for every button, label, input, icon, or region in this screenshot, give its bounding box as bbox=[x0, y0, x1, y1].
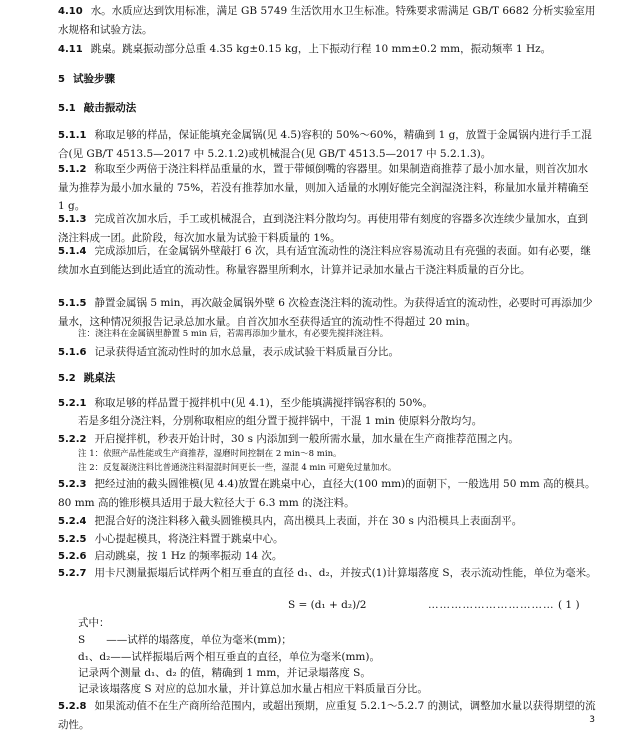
section-title: 试验步骤 bbox=[72, 73, 115, 85]
formula-row bbox=[58, 596, 598, 614]
clause-number: 5.1.4 bbox=[58, 246, 87, 257]
clause-4-10 bbox=[58, 2, 598, 39]
clause-number: 5.2.2 bbox=[58, 434, 87, 445]
clause-number: 5.2.3 bbox=[58, 479, 87, 490]
note-2-5-2-2: 注 2：反复凝浇注料比普通浇注料湿混时间更长一些，湿混 4 min 可避免过量加水。 bbox=[78, 463, 397, 473]
clause-text: 水。水质应达到饮用标准，满足 GB 5749 生活饮用水卫生标准。特殊要求需满足 GB/T 6682 分析实验室用水规格和试验方法。 bbox=[58, 5, 596, 36]
clause-5-2-8 bbox=[58, 697, 598, 734]
clause-text: 称取至少两倍于浇注料样品重量的水，置于带倾倒嘴的容器里。如果制造商推荐了最小加水量，则首次加水量为推荐为最小加水量的 75%，若没有推荐加水量，则加入适量的水刚好能完全润湿浇注料，称量加水量并精确至 1 g。 bbox=[58, 163, 589, 212]
clause-5-1-4 bbox=[58, 242, 598, 279]
clause-text: 完成首次加水后，手工或机械混合，直到浇注料分散均匀。再使用带有刻度的容器多次连续少量加水，直到浇注料成一团。此阶段，每次加水量为试验干料质量的 1%。 bbox=[58, 213, 588, 244]
clause-number: 5.2.5 bbox=[58, 534, 87, 545]
clause-text: 如果流动值不在生产商所给范围内，或超出预期，应重复 5.2.1～5.2.7 的测试，调整加水量以获得期望的流动性。 bbox=[58, 700, 596, 731]
clause-number: 5.1.1 bbox=[58, 130, 87, 141]
clause-text: 静置金属锅 5 min，再次敲金属锅外壁 6 次检查浇注料的流动性。为获得适宜的流动性，必要时可再添加少量水，这种情况须报告记录总加水量。自首次加水至获得适宜的流动性不得超过 20 min。 bbox=[58, 297, 593, 328]
formula-expression: S = (d₁ + d₂)/2 bbox=[288, 599, 367, 611]
clause-text: 开启搅拌机，秒表开始计时，30 s 内添加到一般所需水量，加水量在生产商推荐范围之内。 bbox=[94, 433, 519, 445]
clause-text: 称取足够的样品置于搅拌机中(见 4.1)，至少能填满搅拌锅容积的 50%。 bbox=[94, 397, 433, 409]
note-5-1-5: 注：浇注料在金属锅里静置 5 min 后，若需再添加少量水，有必要先搅拌浇注料。 bbox=[78, 329, 389, 339]
record-instruction-2: 记录该塌落度 S 对应的总加水量，并计算总加水量占相应干料质量百分比。 bbox=[78, 683, 428, 695]
clause-text: 记录获得适宜流动性时的加水总量，表示成试验干料质量百分比。 bbox=[94, 346, 399, 358]
clause-number: 5.2.6 bbox=[58, 551, 87, 562]
clause-text: 跳桌。跳桌振动部分总重 4.35 kg±0.15 kg，上下振动行程 10 mm±0.2 mm，振动频率 1 Hz。 bbox=[90, 43, 552, 55]
section-title: 跳桌法 bbox=[83, 372, 116, 384]
clause-number: 4.11 bbox=[58, 44, 83, 55]
where-label: 式中： bbox=[78, 617, 110, 629]
clause-5-1-2 bbox=[58, 160, 598, 215]
section-number: 5.2 bbox=[58, 373, 76, 384]
section-5-1-heading bbox=[58, 99, 598, 118]
clause-number: 5.2.7 bbox=[58, 568, 87, 579]
where-s-definition: S ——试样的塌落度，单位为毫米(mm)； bbox=[78, 634, 292, 646]
clause-text: 用卡尺测量振塌后试样两个相互垂直的直径 d₁、d₂，并按式(1)计算塌落度 S，表示流动性能，单位为毫米。 bbox=[94, 567, 597, 579]
section-number: 5 bbox=[58, 74, 65, 85]
clause-text: 启动跳桌，按 1 Hz 的频率振动 14 次。 bbox=[94, 550, 283, 562]
clause-4-11 bbox=[58, 40, 598, 59]
clause-text: 完成添加后，在金属锅外壁敲打 6 次，具有适宜流动性的浇注料应容易流动且有亮强的表面。如有必要，继续加水直到能达到此适宜的流动性。称量容器里所剩水，计算并记录加水量占干浇注料质量的百分比。 bbox=[58, 245, 591, 276]
section-title: 敲击振动法 bbox=[83, 102, 137, 114]
clause-5-2-1-continued: 若是多组分浇注料，分别称取相应的组分置于搅拌锅中，干混 1 min 使原料分散均匀。 bbox=[78, 415, 483, 427]
section-5-heading bbox=[58, 70, 598, 89]
clause-5-2-3 bbox=[58, 475, 598, 512]
clause-number: 5.2.1 bbox=[58, 398, 87, 409]
record-instruction-1: 记录两个测量 d₁、d₂ 的值，精确到 1 mm，并记录塌落度 S。 bbox=[78, 667, 371, 679]
clause-number: 5.1.6 bbox=[58, 347, 87, 358]
clause-5-2-7 bbox=[58, 564, 598, 583]
clause-5-1-1 bbox=[58, 126, 598, 163]
clause-number: 5.1.3 bbox=[58, 214, 87, 225]
clause-number: 5.1.5 bbox=[58, 298, 87, 309]
clause-text: 小心提起模具，将浇注料置于跳桌中心。 bbox=[94, 533, 284, 545]
clause-number: 4.10 bbox=[58, 6, 83, 17]
clause-5-1-5 bbox=[58, 294, 598, 331]
note-1-5-2-2: 注 1：依照产品性能或生产商推荐，湿磨时间控制在 2 min～8 min。 bbox=[78, 449, 342, 459]
formula-leader-dots: …………………………… bbox=[428, 599, 555, 611]
clause-text: 把混合好的浇注料移入截头圆锥模具内，高出模具上表面，并在 30 s 内沿模具上表面刮平。 bbox=[94, 515, 523, 527]
where-d-definition: d₁、d₂——试样振塌后两个相互垂直的直径，单位为毫米(mm)。 bbox=[78, 651, 380, 663]
clause-text: 称取足够的样品，保证能填充金属锅(见 4.5)容积的 50%～60%，精确到 1 g，放置于金属锅内进行手工混合(见 GB/T 4513.5—2017 中 5.2.1.2)或机械混合(见 GB/T 4513.5—2017 中 5.2.1.3)。 bbox=[58, 129, 592, 160]
equation-number: ( 1 ) bbox=[558, 599, 580, 611]
clause-5-1-6 bbox=[58, 343, 598, 362]
clause-text: 把经过油的截头圆锥模(见 4.4)放置在跳桌中心，直径大(100 mm)的面朝下，一般选用 50 mm 高的模具。80 mm 高的锥形模具适用于最大粒径大于 6.3 mm 的浇注料。 bbox=[58, 478, 596, 509]
clause-number: 5.2.4 bbox=[58, 516, 87, 527]
section-5-2-heading bbox=[58, 369, 598, 388]
clause-number: 5.1.2 bbox=[58, 164, 87, 175]
clause-5-2-4 bbox=[58, 512, 598, 531]
section-number: 5.1 bbox=[58, 103, 76, 114]
clause-number: 5.2.8 bbox=[58, 701, 87, 712]
page-number: 3 bbox=[589, 715, 595, 725]
clause-5-2-1 bbox=[58, 394, 598, 413]
